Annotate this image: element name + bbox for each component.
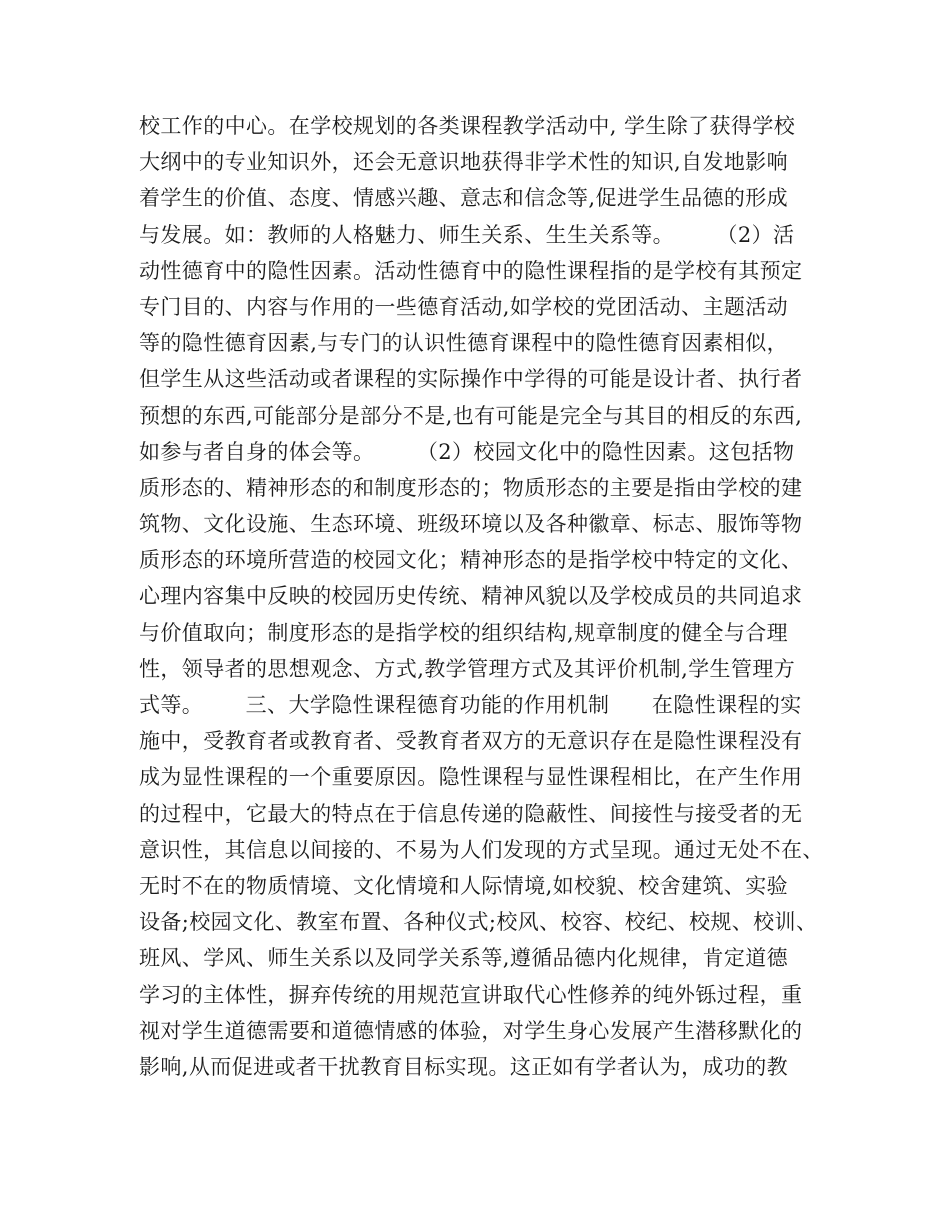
body-text [139,108,829,1085]
text-line: 专门目的、内容与作用的一些德育活动,如学校的党团活动、主题活动 [139,294,789,319]
text-line: 性，领导者的思想观念、方式,教学管理方式及其评价机制,学生管理方 [139,656,796,681]
text-line: 的过程中，它最大的特点在于信息传递的隐蔽性、间接性与接受者的无 [139,801,803,826]
text-line: 等的隐性德育因素,与专门的认识性德育课程中的隐性德育因素相似， [139,331,789,356]
text-line: 视对学生道德需要和道德情感的体验，对学生身心发展产生潜移默化的 [139,1018,803,1043]
text-line: 学习的主体性，摒弃传统的用规范宣讲取代心性修养的纯外铄过程，重 [139,982,803,1007]
text-line: 班风、学风、师生关系以及同学关系等,遵循品德内化规律，肯定道德 [139,946,789,971]
text-line: 施中，受教育者或教育者、受教育者双方的无意识存在是隐性课程没有 [139,729,803,754]
text-line: 预想的东西,可能部分是部分不是,也有可能是完全与其目的相反的东西, [139,403,803,428]
text-line: 成为显性课程的一个重要原因。隐性课程与显性课程相比，在产生作用 [139,765,803,790]
text-line: 影响,从而促进或者干扰教育目标实现。这正如有学者认为，成功的教 [139,1054,789,1079]
text-line: 如参与者自身的体会等。 （2）校园文化中的隐性因素。这包括物 [139,439,795,464]
text-line: 质形态的、精神形态的和制度形态的；物质形态的主要是指由学校的建 [139,475,803,500]
text-line: 与发展。如：教师的人格魅力、师生关系、生生关系等。 （2）活 [139,222,795,247]
text-line: 无时不在的物质情境、文化情境和人际情境,如校貌、校舍建筑、实验 [139,873,789,898]
text-line: 校工作的中心。在学校规划的各类课程教学活动中, 学生除了获得学校 [139,114,796,138]
text-line: 筑物、文化设施、生态环境、班级环境以及各种徽章、标志、服饰等物 [139,512,803,537]
text-line: 式等。 三、大学隐性课程德育功能的作用机制 在隐性课程的实 [139,693,802,717]
text-line: 与价值取向；制度形态的是指学校的组织结构,规章制度的健全与合理 [139,620,789,645]
text-line: 意识性，其信息以间接的、不易为人们发现的方式呈现。通过无处不在、 [139,837,824,862]
text-line: 大纲中的专业知识外，还会无意识地获得非学术性的知识,自发地影响 [139,150,789,175]
text-line: 质形态的环境所营造的校园文化；精神形态的是指学校中特定的文化、 [139,548,803,573]
text-line: 着学生的价值、态度、情感兴趣、意志和信念等,促进学生品德的形成 [139,186,789,211]
text-line: 但学生从这些活动或者课程的实际操作中学得的可能是设计者、执行者 [139,367,803,392]
text-line: 动性德育中的隐性因素。活动性德育中的隐性课程指的是学校有其预定 [139,258,803,283]
text-line: 心理内容集中反映的校园历史传统、精神风貌以及学校成员的共同追求 [139,584,803,609]
text-line: 设备;校园文化、教室布置、各种仪式;校风、校容、校纪、校规、校训、 [139,910,818,935]
